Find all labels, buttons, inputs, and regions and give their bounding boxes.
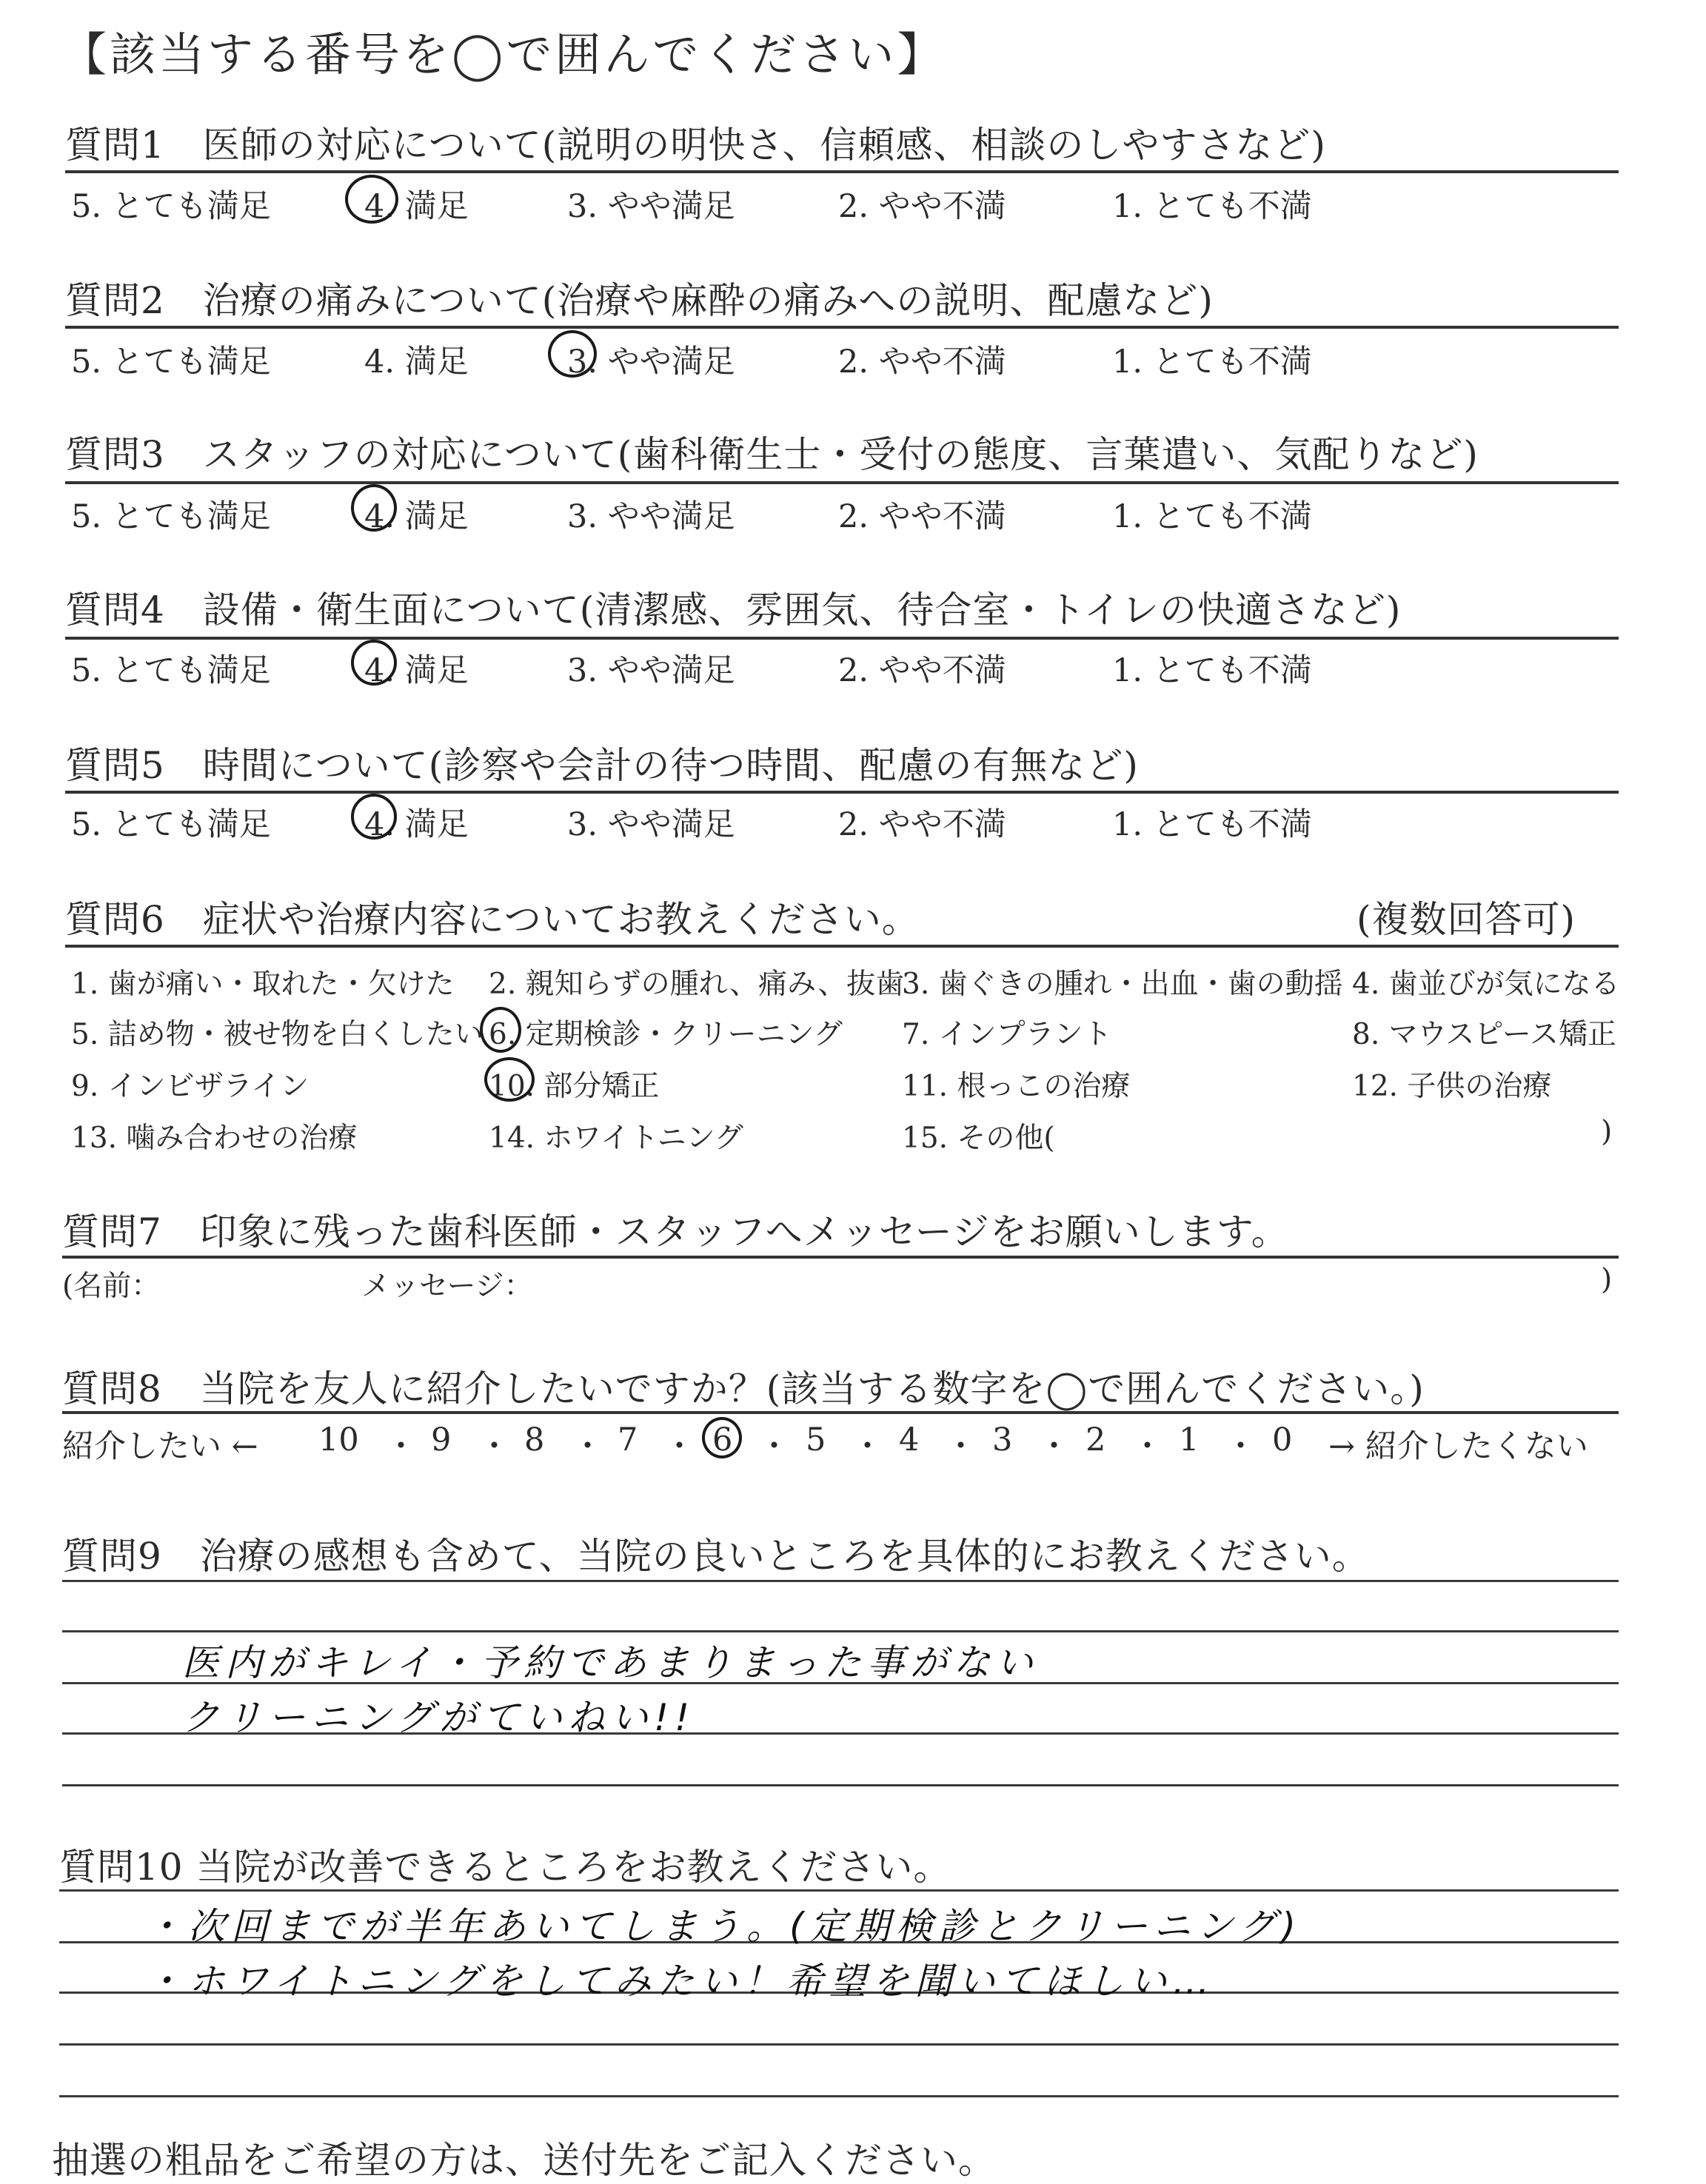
q1-option-1[interactable]: 1. とても不満 bbox=[1112, 188, 1312, 225]
q2-selection-circle bbox=[548, 330, 597, 378]
q8-right-label: → 紹介したくない bbox=[1328, 1428, 1588, 1465]
question-1-rule bbox=[65, 170, 1619, 173]
q6-option-13[interactable]: 13. 噛み合わせの治療 bbox=[71, 1122, 358, 1155]
page-title: 【該当する番号を◯で囲んでください】 bbox=[61, 27, 946, 81]
q6-option-5[interactable]: 5. 詰め物・被せ物を白くしたい bbox=[71, 1018, 484, 1051]
q8-number-3[interactable]: 3 bbox=[992, 1421, 1013, 1458]
q3-option-1[interactable]: 1. とても不満 bbox=[1112, 498, 1312, 535]
q2-option-1[interactable]: 1. とても不満 bbox=[1112, 344, 1312, 381]
q3-option-5[interactable]: 5. とても満足 bbox=[71, 498, 271, 535]
q8-dot: ・ bbox=[1038, 1428, 1070, 1465]
q6-option-10[interactable]: 10. 部分矯正 bbox=[489, 1070, 660, 1103]
q9-handwritten-answer-line-2: クリーニングがていねい!! bbox=[182, 1696, 696, 1739]
q8-dot: ・ bbox=[1225, 1428, 1257, 1465]
question-2-title: 質問2 治療の痛みについて(治療や麻酔の痛みへの説明、配慮など) bbox=[65, 279, 1214, 322]
question-3-title: 質問3 スタッフの対応について(歯科衛生士・受付の態度、言葉遣い、気配りなど) bbox=[65, 433, 1479, 476]
q8-dot: ・ bbox=[385, 1428, 417, 1465]
q6-option-11[interactable]: 11. 根っこの治療 bbox=[902, 1070, 1131, 1103]
q8-number-8[interactable]: 8 bbox=[524, 1421, 545, 1458]
q6-option-6[interactable]: 6. 定期検診・クリーニング bbox=[489, 1018, 843, 1051]
q6-option-2[interactable]: 2. 親知らずの腫れ、痛み、抜歯 bbox=[489, 968, 905, 1001]
q7-name-label: (名前： bbox=[62, 1270, 161, 1303]
footer-note: 抽選の粗品をご希望の方は、送付先をご記入ください。 bbox=[52, 2139, 996, 2182]
q6-option-8[interactable]: 8. マウスピース矯正 bbox=[1352, 1018, 1616, 1051]
question-10-title: 質問10 当院が改善できるところをお教えください。 bbox=[59, 1846, 951, 1889]
question-9-title: 質問9 治療の感想も含めて、当院の良いところを具体的にお教えください。 bbox=[62, 1535, 1370, 1578]
q6-selection-circle-10 bbox=[484, 1057, 535, 1102]
question-6-rule bbox=[65, 945, 1619, 948]
q1-option-5[interactable]: 5. とても満足 bbox=[71, 188, 271, 225]
q3-option-3[interactable]: 3. やや満足 bbox=[567, 498, 735, 535]
question-5-rule bbox=[65, 791, 1619, 794]
question-4-title: 質問4 設備・衛生面について(清潔感、雰囲気、待合室・トイレの快適さなど) bbox=[65, 589, 1402, 632]
q9-handwritten-answer-line-1: 医内がキレイ・予約であまりまった事がない bbox=[182, 1641, 1039, 1684]
q5-option-4[interactable]: 4. 満足 bbox=[364, 806, 469, 843]
question-2-rule bbox=[65, 326, 1619, 329]
q6-option-12[interactable]: 12. 子供の治療 bbox=[1352, 1070, 1552, 1103]
q10-handwritten-answer-line-2: ・ホワイトニングをしてみたい！希望を聞いてほしい… bbox=[145, 1960, 1216, 2003]
q8-number-7[interactable]: 7 bbox=[618, 1421, 638, 1458]
q2-option-4[interactable]: 4. 満足 bbox=[364, 344, 469, 381]
q8-dot: ・ bbox=[945, 1428, 977, 1465]
q4-option-4[interactable]: 4. 満足 bbox=[364, 652, 469, 689]
q5-option-3[interactable]: 3. やや満足 bbox=[567, 806, 735, 843]
question-7-title: 質問7 印象に残った歯科医師・スタッフへメッセージをお願いします。 bbox=[62, 1210, 1289, 1253]
question-6-title: 質問6 症状や治療内容についてお教えください。 bbox=[65, 898, 920, 941]
q6-selection-circle-6 bbox=[480, 1007, 521, 1053]
q4-option-5[interactable]: 5. とても満足 bbox=[71, 652, 271, 689]
q5-option-1[interactable]: 1. とても不満 bbox=[1112, 806, 1312, 843]
q5-selection-circle bbox=[351, 794, 397, 840]
q2-option-3[interactable]: 3. やや満足 bbox=[567, 344, 735, 381]
q6-option-15[interactable]: 15. その他( bbox=[902, 1122, 1055, 1155]
question-3-rule bbox=[65, 481, 1619, 484]
q3-selection-circle bbox=[351, 484, 397, 532]
q8-number-1[interactable]: 1 bbox=[1179, 1421, 1200, 1458]
q8-dot: ・ bbox=[852, 1428, 883, 1465]
q6-other-close: ) bbox=[1601, 1115, 1613, 1148]
q8-selection-circle bbox=[702, 1417, 742, 1458]
q10-handwritten-answer-line-1: ・次回までが半年あいてしまう。(定期検診とクリーニング) bbox=[145, 1905, 1302, 1948]
q9-writing-line bbox=[62, 1784, 1619, 1786]
q1-option-2[interactable]: 2. やや不満 bbox=[838, 188, 1006, 225]
q1-option-3[interactable]: 3. やや満足 bbox=[567, 188, 735, 225]
q8-dot: ・ bbox=[572, 1428, 603, 1465]
question-1-title: 質問1 医師の対応について(説明の明快さ、信頼感、相談のしやすさなど) bbox=[65, 124, 1326, 167]
question-5-title: 質問5 時間について(診察や会計の待つ時間、配慮の有無など) bbox=[65, 744, 1139, 787]
q8-number-5[interactable]: 5 bbox=[806, 1421, 826, 1458]
q10-writing-line bbox=[59, 1889, 1619, 1892]
q6-option-9[interactable]: 9. インビザライン bbox=[71, 1070, 310, 1103]
q9-writing-line bbox=[62, 1630, 1619, 1632]
q3-option-2[interactable]: 2. やや不満 bbox=[838, 498, 1006, 535]
q2-option-5[interactable]: 5. とても満足 bbox=[71, 344, 271, 381]
q1-selection-circle bbox=[345, 175, 398, 224]
q5-option-2[interactable]: 2. やや不満 bbox=[838, 806, 1006, 843]
question-8-rule bbox=[62, 1411, 1619, 1414]
question-4-rule bbox=[65, 637, 1619, 640]
q8-left-label: 紹介したい ← bbox=[62, 1428, 258, 1465]
q1-option-4[interactable]: 4. 満足 bbox=[364, 188, 469, 225]
q8-dot: ・ bbox=[1131, 1428, 1163, 1465]
q4-option-1[interactable]: 1. とても不満 bbox=[1112, 652, 1312, 689]
q8-number-6[interactable]: 6 bbox=[712, 1421, 733, 1458]
q6-option-4[interactable]: 4. 歯並びが気になる bbox=[1352, 968, 1620, 1001]
q6-option-3[interactable]: 3. 歯ぐきの腫れ・出血・歯の動揺 bbox=[902, 968, 1343, 1001]
q8-dot: ・ bbox=[478, 1428, 510, 1465]
q7-message-label: メッセージ： bbox=[361, 1270, 533, 1303]
q4-selection-circle bbox=[351, 640, 397, 686]
q4-option-2[interactable]: 2. やや不満 bbox=[838, 652, 1006, 689]
question-7-rule bbox=[62, 1256, 1619, 1259]
q8-dot: ・ bbox=[758, 1428, 790, 1465]
q8-number-2[interactable]: 2 bbox=[1086, 1421, 1106, 1458]
q8-number-4[interactable]: 4 bbox=[899, 1421, 920, 1458]
q7-close-paren: ) bbox=[1601, 1263, 1613, 1296]
q8-number-9[interactable]: 9 bbox=[431, 1421, 452, 1458]
q4-option-3[interactable]: 3. やや満足 bbox=[567, 652, 735, 689]
q10-writing-line bbox=[59, 2095, 1619, 2097]
q5-option-5[interactable]: 5. とても満足 bbox=[71, 806, 271, 843]
q8-number-10[interactable]: 10 bbox=[318, 1421, 359, 1458]
q10-writing-line bbox=[59, 2043, 1619, 2046]
q2-option-2[interactable]: 2. やや不満 bbox=[838, 344, 1006, 381]
q6-option-7[interactable]: 7. インプラント bbox=[902, 1018, 1112, 1051]
question-8-title: 質問8 当院を友人に紹介したいですか？(該当する数字を◯で囲んでください。) bbox=[62, 1367, 1425, 1410]
q6-option-1[interactable]: 1. 歯が痛い・取れた・欠けた bbox=[71, 968, 455, 1001]
q8-number-0[interactable]: 0 bbox=[1272, 1421, 1293, 1458]
q8-dot: ・ bbox=[663, 1428, 695, 1465]
q6-option-14[interactable]: 14. ホワイトニング bbox=[489, 1122, 743, 1155]
question-6-note: (複数回答可) bbox=[1357, 898, 1576, 941]
q3-option-4[interactable]: 4. 満足 bbox=[364, 498, 469, 535]
q9-writing-line bbox=[62, 1580, 1619, 1582]
